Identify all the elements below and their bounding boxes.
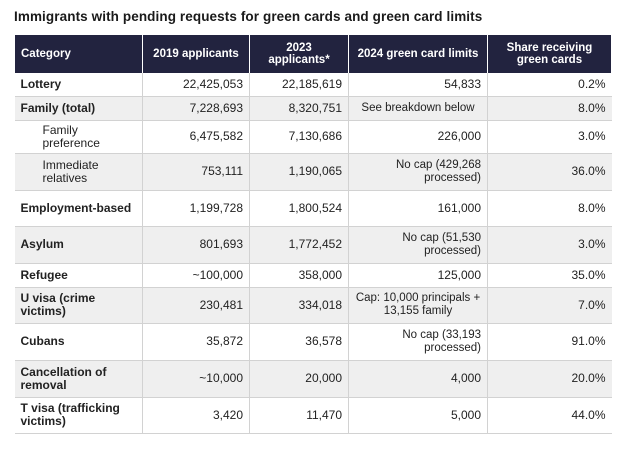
row-2019: 753,111 [143, 153, 250, 190]
table-row [15, 96, 612, 120]
header-category: Category [15, 35, 143, 73]
row-2019: 1,199,728 [143, 190, 250, 226]
table-row [15, 120, 612, 153]
row-2023: 11,470 [250, 397, 349, 433]
row-2019: ~100,000 [143, 263, 250, 287]
row-category: Immediate relatives [15, 153, 143, 190]
row-2019: 35,872 [143, 323, 250, 360]
row-share: 8.0% [488, 96, 612, 120]
row-limit: 54,833 [349, 73, 488, 96]
row-2019: 7,228,693 [143, 96, 250, 120]
row-share: 44.0% [488, 397, 612, 433]
row-share: 3.0% [488, 226, 612, 263]
table-row [15, 190, 612, 226]
row-2023: 22,185,619 [250, 73, 349, 96]
row-2023: 8,320,751 [250, 96, 349, 120]
row-limit: No cap (51,530 processed) [349, 226, 488, 263]
row-2019: 22,425,053 [143, 73, 250, 96]
row-category: Employment-based [15, 190, 143, 226]
header-2024-limits: 2024 green card limits [349, 35, 488, 73]
table-row [15, 263, 612, 287]
row-category: U visa (crime victims) [15, 287, 143, 323]
row-share: 20.0% [488, 360, 612, 397]
row-category: Family (total) [15, 96, 143, 120]
row-2023: 358,000 [250, 263, 349, 287]
table-title: Immigrants with pending requests for green cards and green card limits [14, 9, 483, 24]
table-row [15, 153, 612, 190]
table-row [15, 323, 612, 360]
table-row [15, 226, 612, 263]
row-category: Refugee [15, 263, 143, 287]
row-2023: 36,578 [250, 323, 349, 360]
green-card-table [14, 35, 612, 434]
header-2023-applicants: 2023 applicants* [250, 35, 349, 73]
row-limit: See breakdown below [349, 96, 488, 120]
row-2019: 6,475,582 [143, 120, 250, 153]
row-category: Asylum [15, 226, 143, 263]
row-share: 8.0% [488, 190, 612, 226]
table-row [15, 397, 612, 433]
row-category: Cubans [15, 323, 143, 360]
row-limit: 5,000 [349, 397, 488, 433]
row-2023: 334,018 [250, 287, 349, 323]
row-2019: 801,693 [143, 226, 250, 263]
row-share: 35.0% [488, 263, 612, 287]
header-row [15, 35, 612, 73]
row-2019: ~10,000 [143, 360, 250, 397]
row-limit: 125,000 [349, 263, 488, 287]
table-row [15, 287, 612, 323]
row-category: Lottery [15, 73, 143, 96]
row-share: 0.2% [488, 73, 612, 96]
row-2023: 7,130,686 [250, 120, 349, 153]
row-share: 7.0% [488, 287, 612, 323]
row-limit: 226,000 [349, 120, 488, 153]
row-category: Cancellation of removal [15, 360, 143, 397]
header-2019-applicants: 2019 applicants [143, 35, 250, 73]
header-share: Share receiving green cards [488, 35, 612, 73]
row-share: 3.0% [488, 120, 612, 153]
row-category: T visa (trafficking victims) [15, 397, 143, 433]
row-2023: 1,190,065 [250, 153, 349, 190]
row-limit: 4,000 [349, 360, 488, 397]
row-2023: 1,800,524 [250, 190, 349, 226]
row-limit: No cap (429,268 processed) [349, 153, 488, 190]
row-2023: 20,000 [250, 360, 349, 397]
table-row [15, 73, 612, 96]
row-share: 36.0% [488, 153, 612, 190]
row-limit: Cap: 10,000 principals + 13,155 family [349, 287, 488, 323]
row-2023: 1,772,452 [250, 226, 349, 263]
row-limit: 161,000 [349, 190, 488, 226]
row-share: 91.0% [488, 323, 612, 360]
table-row [15, 360, 612, 397]
row-category: Family preference [15, 120, 143, 153]
row-2019: 230,481 [143, 287, 250, 323]
row-2019: 3,420 [143, 397, 250, 433]
row-limit: No cap (33,193 processed) [349, 323, 488, 360]
